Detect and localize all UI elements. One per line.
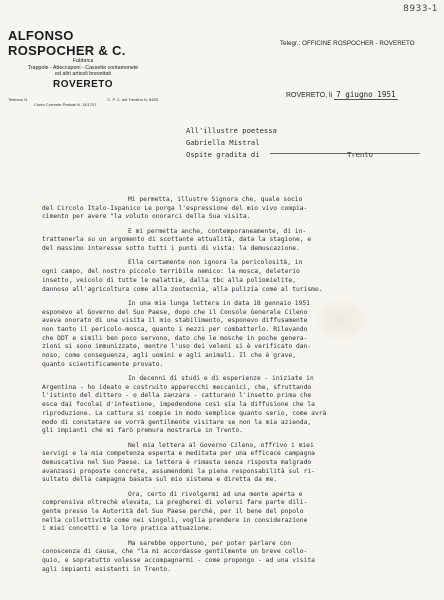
paragraph [42,540,437,575]
letterhead-line: ed altri articoli brevettati [55,71,111,78]
telegram-address: Telegr.: OFFICINE ROSPOCHER - ROVERETO [280,40,415,47]
text-line: servigi e la mia competenza esperta e meditata per una efficace campagna [42,450,315,458]
text-line: In una mia lunga lettera in data 18 gennaio 1951 [128,299,310,307]
paragraph [42,196,437,222]
text-line: del massimo interesse sotto tutti i punti di vista: la demuscazione. [42,245,300,253]
text-line: nella collettività come nei singoli, voglia prendere in considerazione [42,516,308,524]
text-line: agli impianti esistenti in Trento. [42,565,171,573]
text-line: demuscativa nel Suo Paese. La lettera è rimasta senza risposta malgrado [42,458,312,466]
letter-body [42,196,437,580]
text-line: comprensiva oltrechè elevata, La pregherei di volersi fare parte dili- [42,499,308,507]
ccp-number: C. P. C. del Trentino N. 8455 [107,96,158,102]
text-line: Argentina - ho ideato e costruito apparecchi meccanici, che, sfruttando [42,383,312,391]
text-line: conoscenza di causa, che "la mi accordasse gentilmente un breve collo- [42,548,308,556]
text-line: cimento per avere "la voluto onorarci della Sua visita. [42,213,251,221]
text-line: riproduzione. La cattura si compie in modo semplice quanto serio, come avrà [42,409,327,417]
letterhead-line: Trappole - Attoccaponi - Cassette contamonete [27,64,139,71]
text-line: esca dai focolai d'infestione, impedendone così sia la diffusione che la [42,401,315,409]
address-line-1: All'illustre poetessa [186,126,277,135]
text-line: che DDT e simili ben poco servono, dato che le mosche in poche genera- [42,334,308,342]
text-line: quio, e sopratutto volesse accompagnarmi - come propongo - ad una visita [42,557,315,565]
text-line: Ora, certo di rivolgermi ad una mente aperta e [128,490,303,498]
letterhead-city: ROVERETO [53,78,113,90]
address-line-2: Gabriella Mistral [186,138,260,147]
paragraph [42,375,437,436]
text-line: Ma sarebbe opportuno, per poter parlare con [128,539,292,547]
text-line: In decenni di studi e di esperienze - iniziate in [128,375,314,383]
text-line: trattenerla su un argomento di scottante attualità, data la stagione, e [42,236,312,244]
handwritten-reference: 8933-1 [403,4,438,14]
text-line: zioni si sono immunizzate, mentre l'uso dei veleni si è verificato dan- [42,343,312,351]
text-line: ogni campo, del nostro piccolo terribile nemico: la mosca, deleterio [42,268,300,276]
text-line: noso, come conseguenza, agli uomini e agli animali. Il che è grave, [42,352,297,360]
date-city: ROVERETO, li [286,92,333,99]
text-line: esponevo al Governo del Suo Paese, dopo che il Console Generale Cileno [42,308,308,316]
phone-label: Telefono N. [8,96,29,102]
text-line: dannoso all'agricoltura come alla zootecnia, alla pulizia come al turismo. [42,285,323,293]
paragraph [42,442,437,486]
text-line: l'istinto del dittero - o della zanzara - catturano l'insetto prima che [42,392,312,400]
letterhead [8,28,158,107]
company-name: ALFONSO ROSPOCHER & C. [8,28,126,58]
text-line: quanto scientificamente provato. [42,360,164,368]
letter-date: 7 giugno 1951 [336,90,396,99]
address-place: Trento [347,150,373,159]
text-line: modo di constatare se vorrà gentilmente visitare se non la mia azienda, [42,418,312,426]
text-line: aveva onorato di una visita il mio stabilimento, esponevo diffusamente [42,317,308,325]
date-line [286,90,398,99]
text-line: del Circolo Italo-Ispanico Le porga l'espressione del mio vivo compia- [42,204,308,212]
text-line: E mi permetta anche, contemporaneamente, di in- [128,227,307,235]
text-line: avanzassi proposte concrete, assumendomi la piena responsabilità sul ri- [42,467,315,475]
paragraph [42,491,437,535]
text-line: gente presso le Autorità del Suo Paese perchè, per il bene del popolo [42,508,304,516]
text-line: non tanto il pericolo-mosca, quanto i mezzi per combatterlo. Rilevando [42,325,308,333]
text-line: Nel mia lettera al Governo Cileno, offrivo i miei [128,441,314,449]
letterhead-line: Fabbrica [72,58,94,64]
paragraph [42,300,437,370]
postal-account: Conto Corrente Postale N. 14/1707 [34,101,97,107]
paragraph [42,259,437,294]
address-line-3: Ospite gradita di [186,150,260,159]
text-line: i miei concetti e la loro pratica attuazione. [42,525,213,533]
text-line: sultato della campagna basata sul mio sistema e diretta da me. [42,476,278,484]
text-line: insetto, veicolo di tutte le malattie, dalla tbc alla poliomielite, [42,276,297,284]
address-underline [270,153,420,154]
text-line: gli impianti che mi farò premura mostrarLe in Trento. [42,427,243,435]
text-line: Ella certamente non ignora la pericolosità, in [128,259,303,267]
text-line: Mi permetta, illustre Signora che, quale socio [128,196,303,203]
paragraph [42,228,437,254]
